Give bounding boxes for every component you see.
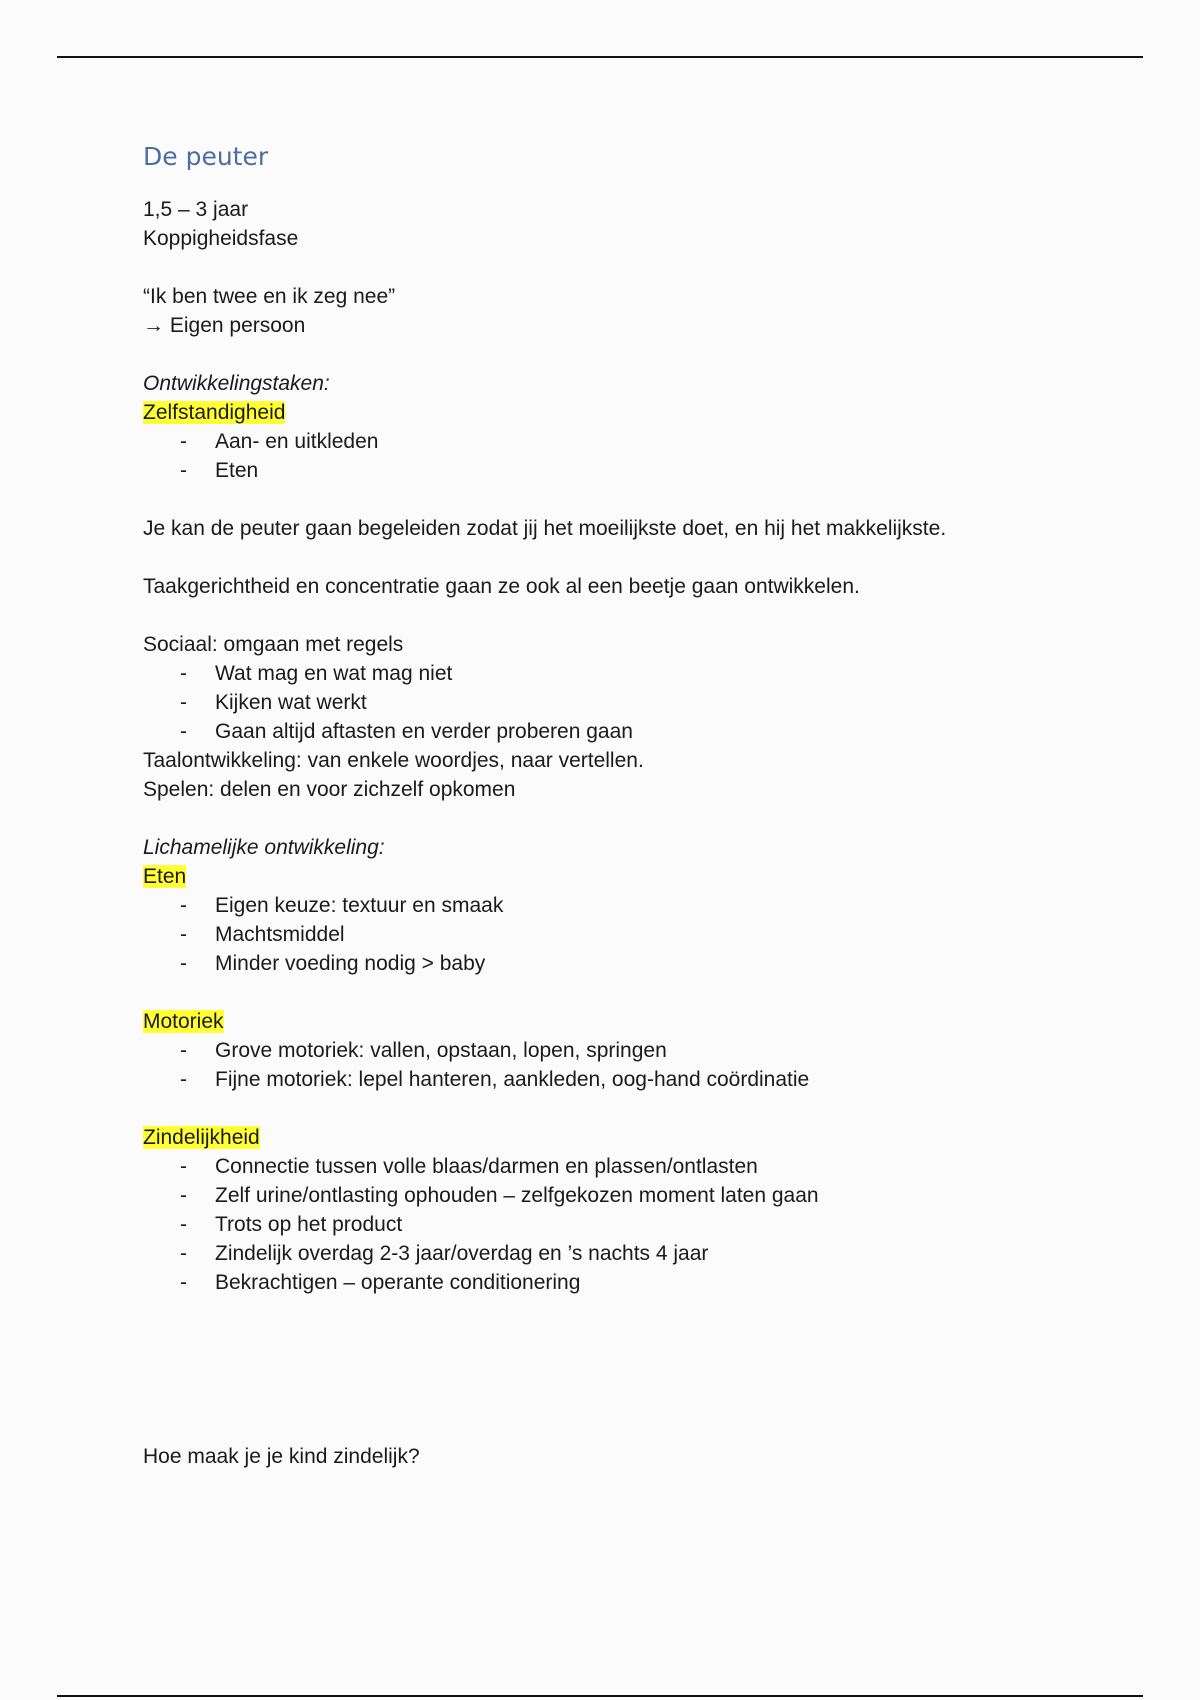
list-item: - Machtsmiddel (180, 923, 345, 946)
list-item: - Trots op het product (180, 1213, 403, 1236)
closing-question: Hoe maak je je kind zindelijk? (143, 1445, 420, 1468)
toilet-heading-line (143, 1123, 1143, 1152)
footer-rule (57, 1695, 1143, 1697)
independence-list (143, 427, 1143, 485)
document-body (143, 140, 1143, 1471)
play-text: Spelen: delen en voor zichzelf opkomen (143, 778, 516, 801)
language-text: Taalontwikkeling: van enkele woordjes, naar vertellen. (143, 749, 644, 772)
list-item: - Minder voeding nodig > baby (180, 952, 486, 975)
independence-heading: Zelfstandigheid (143, 401, 286, 424)
list-item: - Connectie tussen volle blaas/darmen en plassen/ontlasten (180, 1155, 758, 1178)
toilet-list (143, 1152, 1143, 1297)
age-range: 1,5 – 3 jaar (143, 198, 249, 221)
list-item: - Bekrachtigen – operante conditionering (180, 1271, 581, 1294)
list-item: - Kijken wat werkt (180, 691, 367, 714)
list-item: - Zindelijk overdag 2-3 jaar/overdag en ’s nachts 4 jaar (180, 1242, 709, 1265)
list-item: - Eten (180, 459, 259, 482)
dev-tasks-heading: Ontwikkelingstaken: (143, 372, 330, 395)
concentration-text: Taakgerichtheid en concentratie gaan ze ook al een beetje gaan ontwikkelen. (143, 575, 860, 598)
physical-heading: Lichamelijke ontwikkeling: (143, 836, 385, 859)
arrow-icon: → (143, 314, 164, 337)
list-item: - Eigen keuze: textuur en smaak (180, 894, 504, 917)
independence-heading-line (143, 398, 1143, 427)
list-item: - Zelf urine/ontlasting ophouden – zelfgekozen moment laten gaan (180, 1184, 819, 1207)
quote-result-line (143, 311, 1143, 340)
eating-heading-line (143, 862, 1143, 891)
motor-heading: Motoriek (143, 1010, 224, 1033)
list-item: - Aan- en uitkleden (180, 430, 379, 453)
motor-heading-line (143, 1007, 1143, 1036)
eating-heading: Eten (143, 865, 187, 888)
quote-text: “Ik ben twee en ik zeg nee” (143, 285, 396, 308)
header-rule (57, 56, 1143, 58)
phase-label: Koppigheidsfase (143, 227, 299, 250)
guidance-text: Je kan de peuter gaan begeleiden zodat jij het moeilijkste doet, en hij het makkelijkste. (143, 517, 947, 540)
list-item: - Grove motoriek: vallen, opstaan, lopen, springen (180, 1039, 667, 1062)
list-item: - Gaan altijd aftasten en verder proberen gaan (180, 720, 633, 743)
list-item: - Fijne motoriek: lepel hanteren, aankleden, oog-hand coördinatie (180, 1068, 810, 1091)
social-list (143, 659, 1143, 746)
social-heading: Sociaal: omgaan met regels (143, 633, 404, 656)
toilet-heading: Zindelijkheid (143, 1126, 260, 1149)
quote-result: Eigen persoon (169, 314, 306, 337)
eating-list (143, 891, 1143, 978)
list-item: - Wat mag en wat mag niet (180, 662, 453, 685)
motor-list (143, 1036, 1143, 1094)
page-title: De peuter (143, 142, 269, 171)
